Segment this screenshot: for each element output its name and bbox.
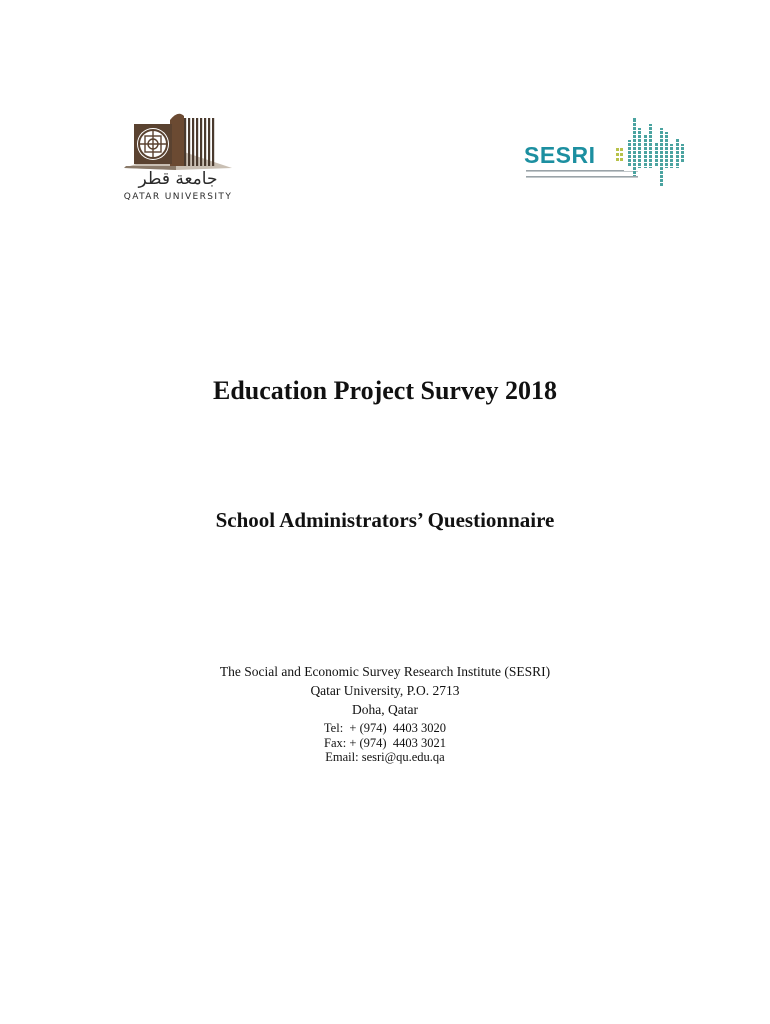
qatar-university-emblem-icon <box>118 106 238 206</box>
city-country: Doha, Qatar <box>352 702 418 717</box>
university-po-box: Qatar University, P.O. 2713 <box>310 683 460 698</box>
sesri-bars-icon <box>524 114 694 190</box>
qatar-university-arabic-name: جامعة قطر <box>138 169 218 189</box>
institute-address-block <box>0 662 770 765</box>
telephone-number: Tel: + (974) 4403 3020 <box>323 721 447 735</box>
sesri-logo <box>524 114 694 190</box>
qatar-university-logo <box>118 106 238 206</box>
sesri-wordmark: SESRI <box>524 142 596 168</box>
document-title: Education Project Survey 2018 <box>213 376 557 405</box>
qatar-university-english-name: QATAR UNIVERSITY <box>123 192 233 202</box>
institute-name: The Social and Economic Survey Research Institute (SESRI) <box>219 664 551 679</box>
fax-number: Fax: + (974) 4403 3021 <box>324 735 446 750</box>
document-subtitle: School Administrators’ Questionnaire <box>215 508 555 532</box>
email-address: Email: sesri@qu.edu.qa <box>325 750 445 764</box>
